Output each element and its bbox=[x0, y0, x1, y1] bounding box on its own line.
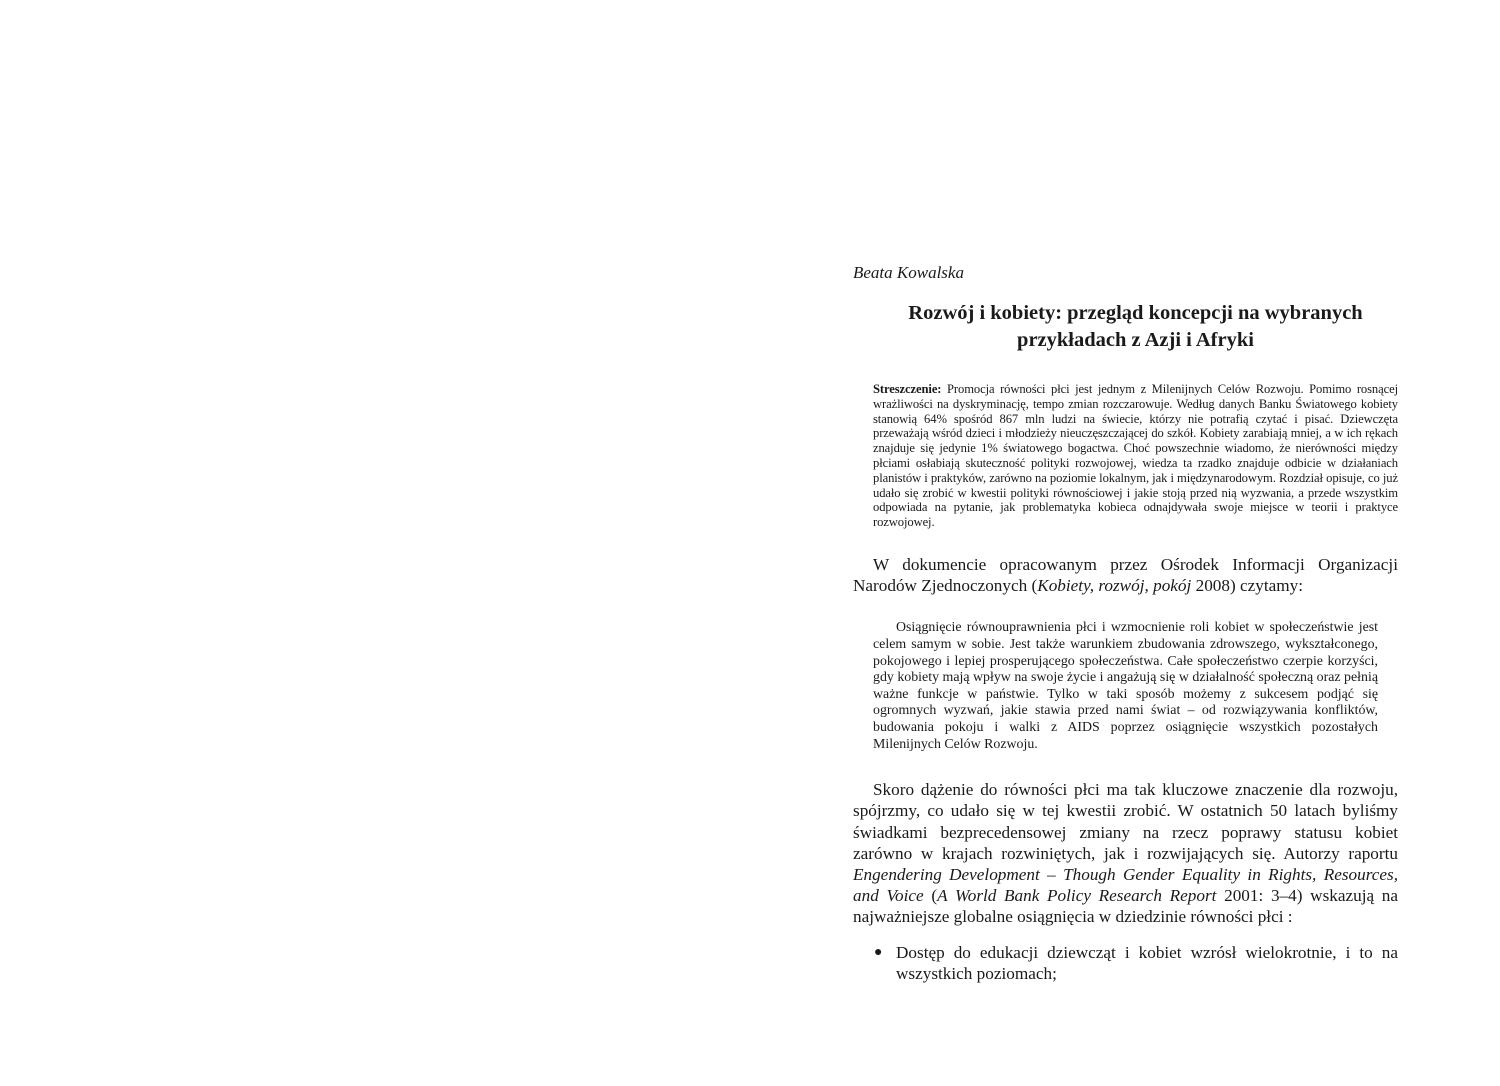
para2-italic-report-title: Engendering Development – Though Gender Equality in Rights, Resources, and Voice bbox=[853, 864, 1398, 906]
article-page bbox=[853, 258, 1398, 984]
body-paragraph-2 bbox=[853, 779, 1398, 927]
para1-italic-title: Kobiety, rozwój, pokój bbox=[1037, 576, 1192, 596]
body-paragraph-1 bbox=[853, 554, 1398, 596]
block-quote: Osiągnięcie równouprawnienia płci i wzmocnienie roli kobiet w społeczeństwie jest celem samym w sobie. Jest także warunkiem zbudowania zdrowszego, wykształconego, pokojowego i lepiej prosperującego społeczeństwa. Całe społeczeństwo czerpie korzyści, gdy kobiety mają wpływ na swoje życie i angażują się w działalność społeczną oraz pełnią ważne funkcje w państwie. Tylko w taki sposób możemy z sukcesem podjąć się ogromnych wyzwań, jakie stawia przed nami świat – od rozwiązywania konfliktów, budowania pokoju i walki z AIDS poprzez osiągnięcie wszystkich pozostałych Milenijnych Celów Rozwoju. bbox=[873, 620, 1378, 752]
para2-italic-report-series: A World Bank Policy Research Report bbox=[937, 886, 1217, 906]
para2-text-after: 2001: 3–4) wskazują na najważniejsze globalne osiągnięcia w dziedzinie równości płci : bbox=[853, 886, 1399, 927]
author-name: Beata Kowalska bbox=[853, 263, 964, 282]
para1-text-before: W dokumencie opracowanym przez Ośrodek Informacji Organizacji Narodów Zjednoczonych ( bbox=[853, 554, 1398, 596]
bullet-list bbox=[853, 942, 1398, 984]
title-line-1: Rozwój i kobiety: przegląd koncepcji na wybranych bbox=[908, 302, 1363, 324]
title-line-2: przykładach z Azji i Afryki bbox=[1017, 329, 1254, 351]
bullet-text: Dostęp do edukacji dziewcząt i kobiet wzrósł wielokrotnie, i to na wszystkich poziomach; bbox=[896, 942, 1398, 983]
para1-text-after: 2008) czytamy: bbox=[1191, 576, 1303, 596]
para2-text-middle: ( bbox=[923, 886, 938, 906]
abstract bbox=[873, 382, 1398, 530]
list-item bbox=[874, 942, 1398, 984]
abstract-label: Streszczenie: bbox=[873, 382, 942, 396]
abstract-text: Promocja równości płci jest jednym z Milenijnych Celów Rozwoju. Pomimo rosnącej wrażliwości na dyskryminację, tempo zmian rozczarowuje. Według danych Banku Światowego kobiety stanowią 64% spośród 867 mln ludzi na świecie, którzy nie potrafią czytać i pisać. Dziewczęta przeważają wśród dzieci i młodzieży nieuczęszczającej do szkół. Kobiety zarabiają mniej, a w ich rękach znajduje się jedynie 1% światowego bogactwa. Choć powszechnie wiadomo, że nierówności między płciami osłabiają skuteczność polityki rozwojowej, wiedza ta rzadko znajduje odbicie w działaniach planistów i praktyków, zarówno na poziomie lokalnym, jak i międzynarodowym. Rozdział opisuje, co już udało się zrobić w kwestii polityki równościowej i jakie stoją przed nią wyzwania, a przede wszystkim odpowiada na pytanie, jak problematyka kobieca odnajdywała swoje miejsce w teorii i praktyce rozwojowej. bbox=[873, 382, 1398, 530]
para2-text-before: Skoro dążenie do równości płci ma tak kluczowe znaczenie dla rozwoju, spójrzmy, co udało się w tej kwestii zrobić. W ostatnich 50 latach byliśmy świadkami bezprecedensowej zmiany na rzecz poprawy statusu kobiet zarówno w krajach rozwiniętych, jak i rozwijających się. Autorzy raportu bbox=[853, 780, 1398, 863]
bullet-icon: ● bbox=[874, 944, 883, 960]
article-title bbox=[853, 300, 1398, 354]
